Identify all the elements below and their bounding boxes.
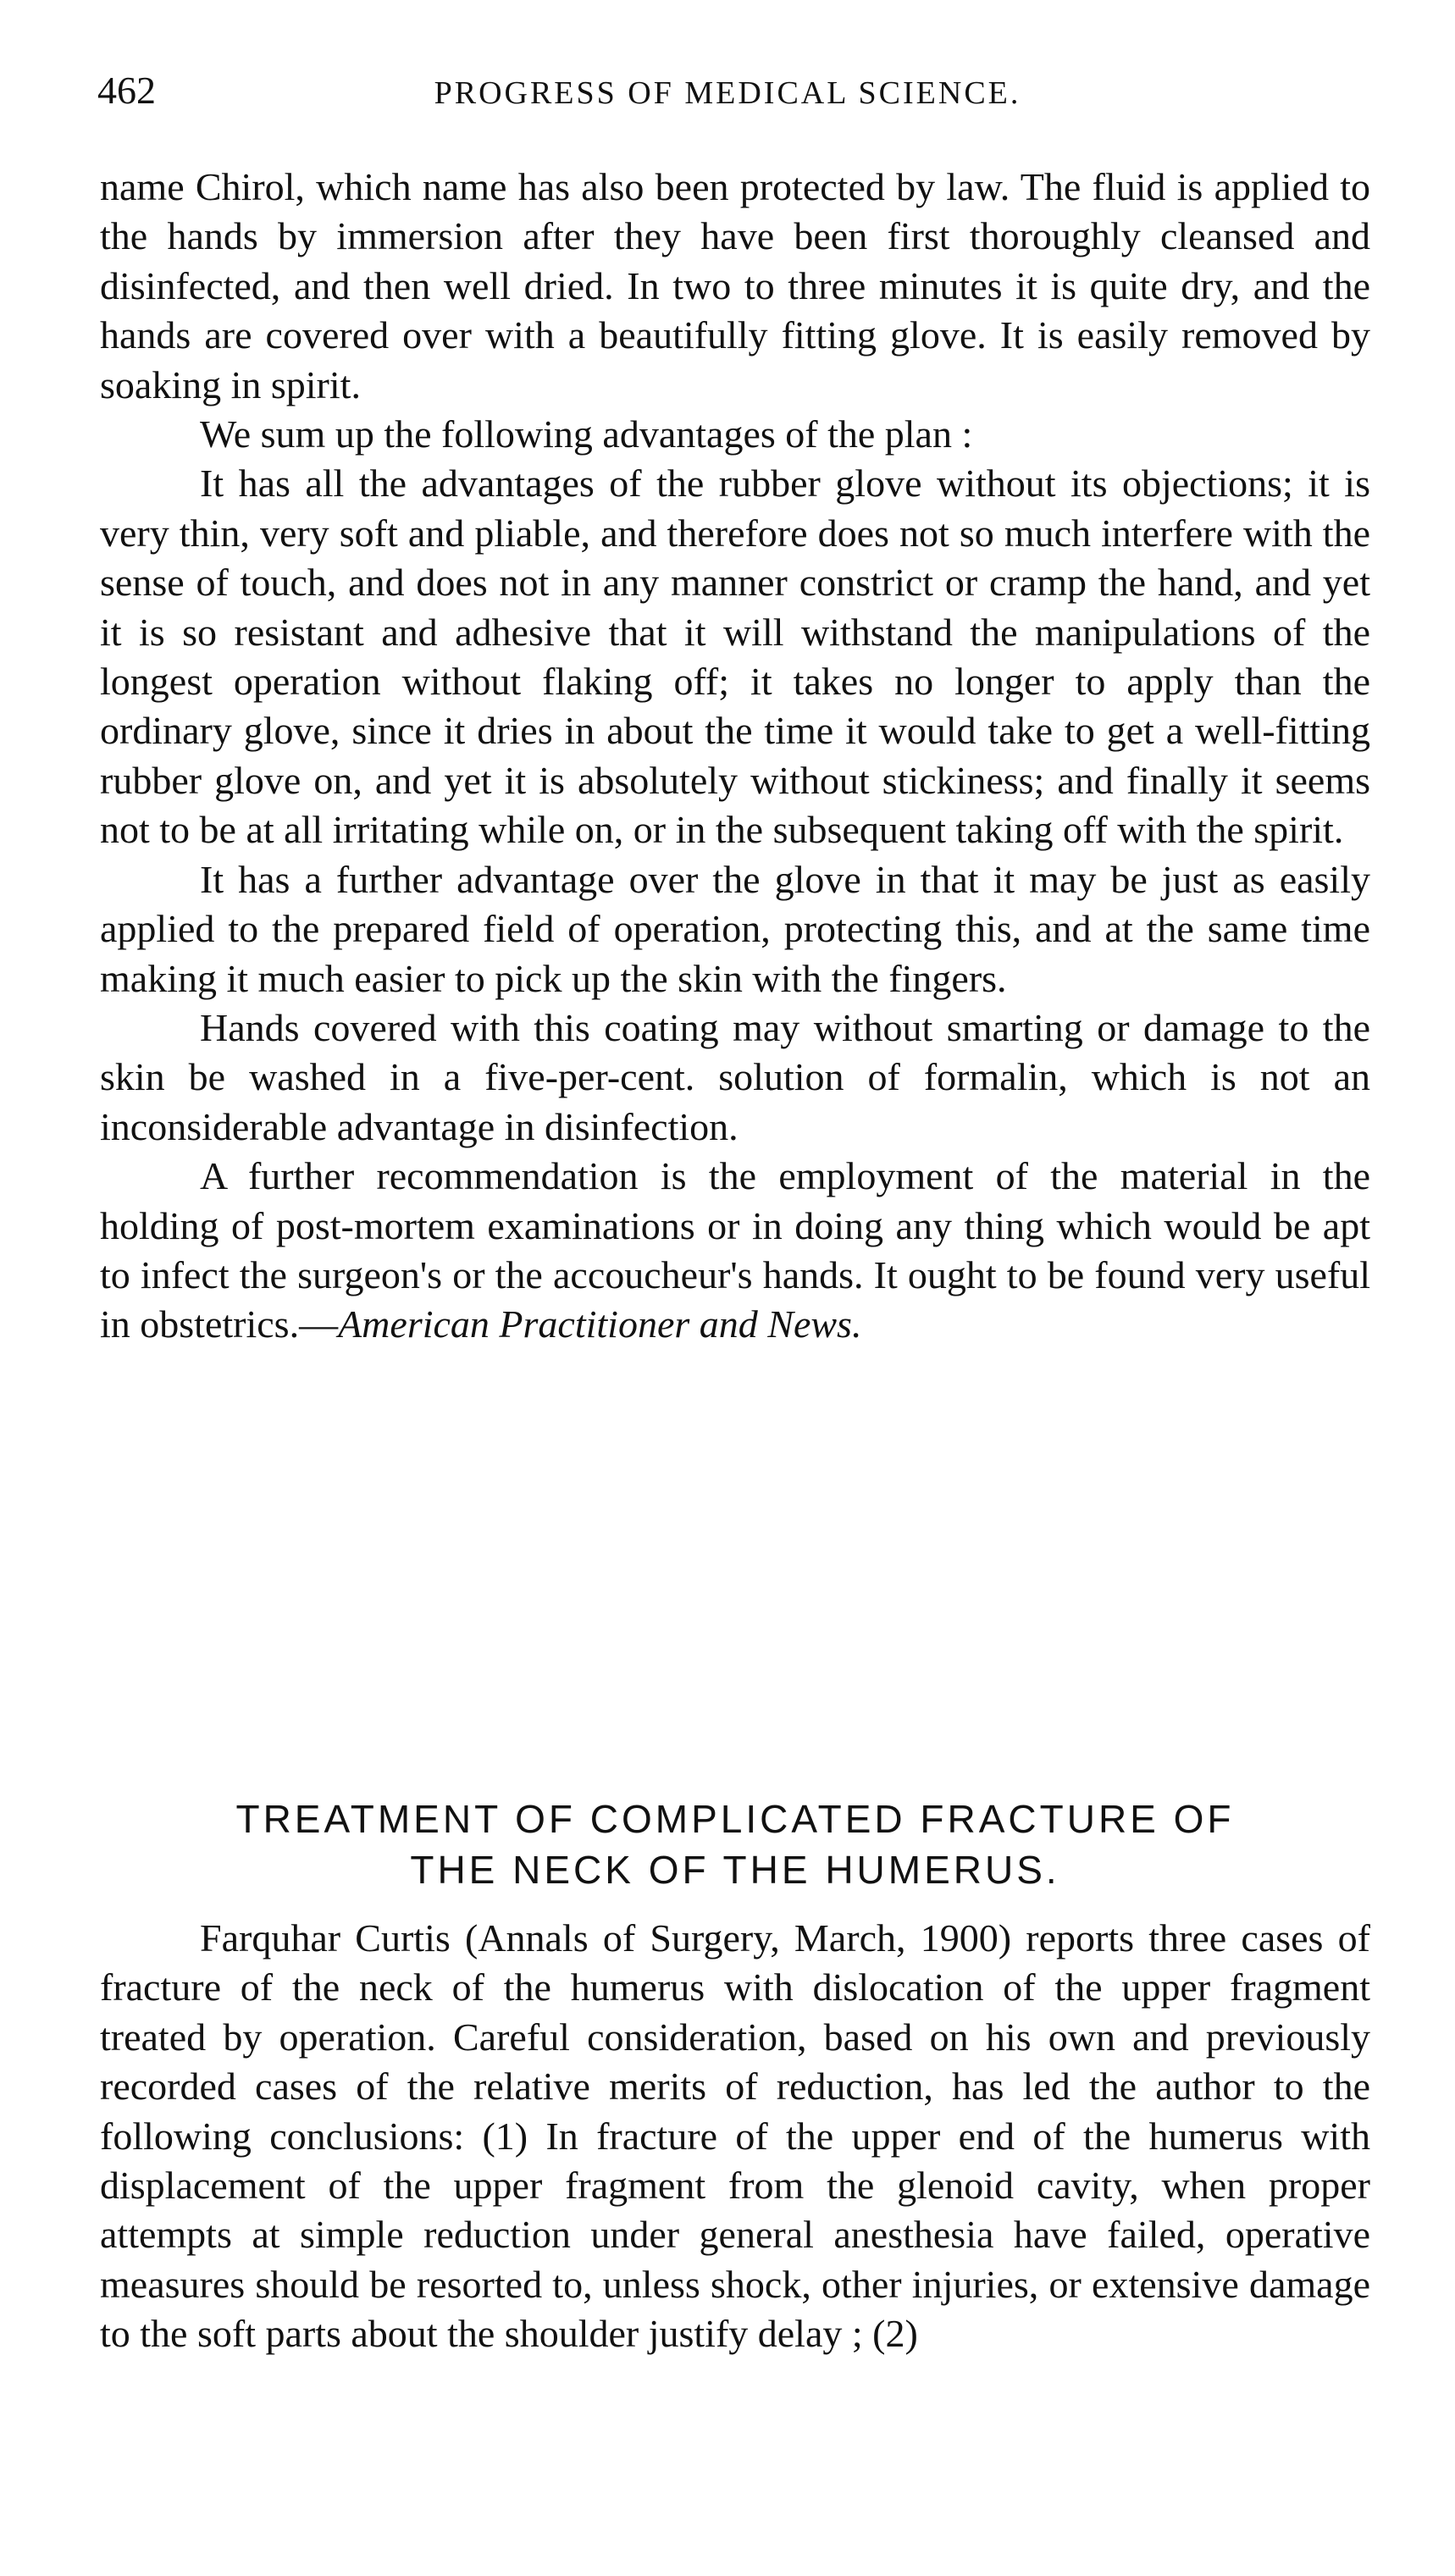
paragraph-glove-comparison: It has all the advantages of the rubber glove without its objections; it is very thin, very soft and pliable, and therefore does not so much interfere with the sense of touch, and does not in any manner constrict or cramp the hand, and yet it is so resistant and adhesive that it will withstand the manipulations of the longest operation without flaking off; it takes no longer to apply than the ordinary glove, since it dries in about the time it would take to get a well-fitting rubber glove on, and yet it is absolutely without stickiness; and finally it seems not to be at all irritating while on, or in the subsequent taking off with the spirit. xyxy=(100,462,1370,852)
paragraph-field-of-operation: It has a further advantage over the glove in that it may be just as easily applied to the prepared field of operation, protecting this, and at the same time making it much easier to pick up the skin with the fingers. xyxy=(100,857,1370,1000)
paragraph-chirol-application: name Chirol, which name has also been protected by law. The fluid is applied to the hands by immersion after they have been first thoroughly cleansed and disinfected, and then well dried. In two to three minutes it is quite dry, and the hands are covered over with a beautifully fitting glove. It is easily removed by soaking in spirit. xyxy=(100,165,1370,406)
page-number: 462 xyxy=(97,69,156,112)
section-heading-line2: THE NECK OF THE HUMERUS. xyxy=(410,1848,1060,1892)
section-heading-line1: TREATMENT OF COMPLICATED FRACTURE OF xyxy=(235,1797,1235,1841)
section-heading xyxy=(100,1794,1370,1895)
section-body xyxy=(100,1914,1370,2359)
running-title: PROGRESS OF MEDICAL SCIENCE. xyxy=(434,75,1021,111)
recommendation-text: A further recommendation is the employment of the material in the holding of post-mortem examinations or in doing any thing which would be apt to infect the surgeon's or the accoucheur's hands. It ought to be found very useful in obstetrics.— xyxy=(100,1154,1370,1346)
paragraph-recommendation xyxy=(100,1152,1370,1350)
paragraph-curtis-report: Farquhar Curtis (Annals of Surgery, March, 1900) reports three cases of fracture of the neck of the humerus with dislocation of the upper fragment treated by operation. Careful consideration, based on his own and previously recorded cases of the relative merits of reduction, has led the author to the following conclusions: (1) In fracture of the upper end of the humerus with displacement of the upper fragment from the glenoid cavity, when proper attempts at simple reduction under general anesthesia have failed, operative measures should be resorted to, unless shock, other injuries, or extensive damage to the soft parts about the shoulder justify delay ; (2) xyxy=(100,1916,1370,2356)
article-continuation xyxy=(100,163,1370,1350)
page-header xyxy=(97,68,1358,127)
paragraph-formalin: Hands covered with this coating may without smarting or damage to the skin be washed in a five-per-cent. solution of formalin, which is not an inconsiderable advantage in disinfection. xyxy=(100,1005,1370,1148)
source-citation: American Practitioner and News. xyxy=(338,1302,862,1346)
paragraph-advantages-intro: We sum up the following advantages of the plan : xyxy=(200,412,973,456)
